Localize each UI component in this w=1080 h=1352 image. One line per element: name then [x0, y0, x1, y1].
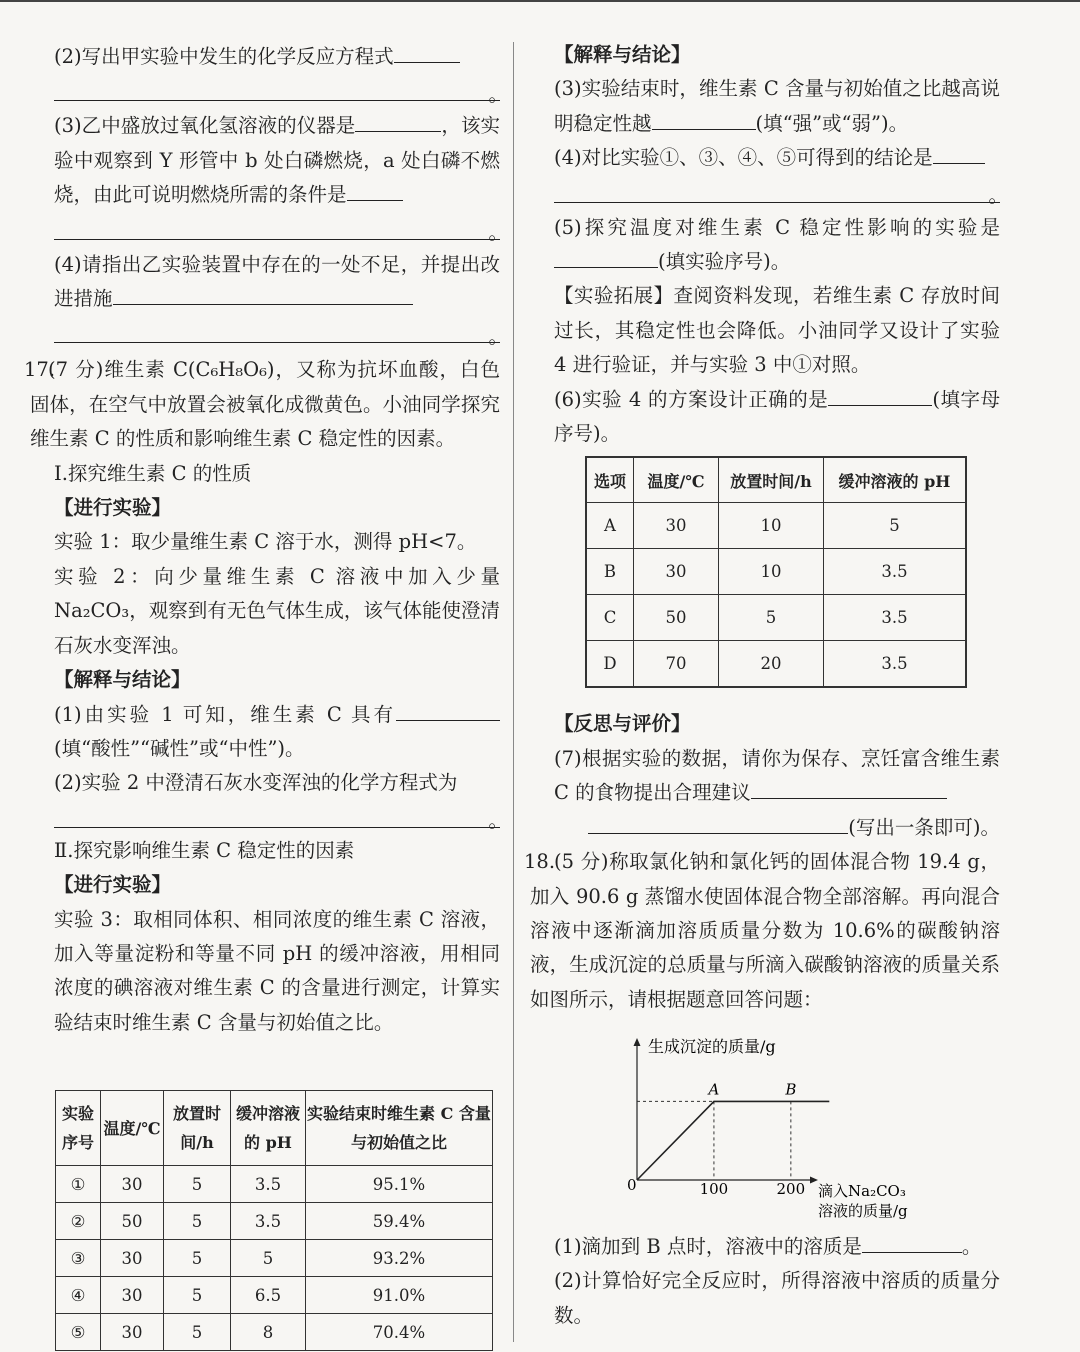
q17-1	[30, 698, 500, 767]
section-experiment: 【进行实验】	[54, 496, 172, 520]
q16-3-text-b: ，该实验中观察到 Y 形管中 b 处白磷燃烧，a 处白磷不燃烧，由此可说明燃烧所需的条件是	[54, 114, 500, 207]
table-row	[56, 1203, 493, 1240]
table-cell: 3.5	[824, 595, 967, 641]
q17-4	[530, 141, 1000, 175]
answer-line[interactable]	[54, 801, 508, 833]
q16-3-text-a: (3)乙中盛放过氧化氢溶液的仪器是	[54, 114, 356, 138]
q17-3	[530, 72, 1000, 141]
answer-blank[interactable]	[394, 40, 460, 63]
q18-2: (2)计算恰好完全反应时，所得溶液中溶质的质量分数。	[554, 1269, 1000, 1327]
table-cell: 3.5	[231, 1166, 306, 1203]
q18-1	[530, 1230, 1000, 1264]
table-header-row	[586, 457, 966, 503]
exp2: 实验 2：向少量维生素 C 溶液中加入少量 Na₂CO₃，观察到有无色气体生成，该气体能使澄清石灰水变浑浊。	[54, 564, 500, 657]
table-header-row	[56, 1091, 493, 1166]
table-row	[586, 549, 966, 595]
table-cell: B	[586, 549, 634, 595]
q16-2-text: (2)写出甲实验中发生的化学反应方程式	[54, 45, 394, 68]
q18-parts	[530, 1230, 1000, 1333]
table-cell: 10	[719, 503, 824, 549]
answer-blank[interactable]	[828, 383, 932, 406]
q18-intro-text: (5 分)称取氯化钠和氯化钙的固体混合物 19.4 g，加入 90.6 g 蒸馏水使固体混合物全部溶解。再向混合溶液中逐渐滴加溶质质量分数为 10.6%的碳酸钠溶液，生成沉淀的总质量与所滴入碳酸钠溶液的质量关系如图所示，请根据题意回答问题：	[530, 850, 1000, 1011]
answer-blank[interactable]	[355, 109, 441, 132]
period: 。	[488, 325, 508, 349]
q17-7-text-b: (写出一条即可)。	[848, 815, 1000, 839]
top-rule	[0, 0, 1080, 2]
table-cell: 50	[634, 595, 719, 641]
q17-6-text-a: (6)实验 4 的方案设计正确的是	[554, 387, 829, 411]
table-row	[56, 1277, 493, 1314]
section-reflect: 【反思与评价】	[554, 712, 691, 736]
table-cell: 5	[824, 503, 967, 549]
table-cell: 59.4%	[306, 1203, 493, 1240]
table-cell: 6.5	[231, 1277, 306, 1314]
table-cell: 30	[101, 1240, 164, 1277]
table-cell: 20	[719, 641, 824, 688]
table-cell: 5	[164, 1166, 231, 1203]
table-cell: 70.4%	[306, 1314, 493, 1351]
x-axis-label-line2: 溶液的质量/g	[818, 1202, 908, 1220]
table-row	[586, 641, 966, 688]
y-axis-label: 生成沉淀的质量/g	[648, 1037, 776, 1056]
table-header-cell: 温度/℃	[101, 1091, 164, 1166]
answer-blank[interactable]	[751, 776, 947, 799]
table-cell: 70	[634, 641, 719, 688]
table-cell: 95.1%	[306, 1166, 493, 1203]
answer-blank[interactable]	[588, 811, 848, 834]
table-row	[56, 1314, 493, 1351]
period: 。	[988, 184, 1008, 208]
table-header-cell: 缓冲溶液的 pH	[824, 457, 967, 503]
q17-6-text-b: (填字母序号)。	[554, 387, 1001, 446]
column-divider	[513, 42, 514, 1342]
question-number: 17.	[24, 358, 56, 382]
table-header-cell: 实验结束时维生素 C 含量与初始值之比	[306, 1091, 493, 1166]
x-axis-arrow	[810, 1177, 818, 1184]
q18-intro	[524, 845, 1000, 1017]
q17-1-text-b: (填“酸性”“碱性”或“中性”)。	[54, 736, 305, 760]
table-cell: 5	[231, 1240, 306, 1277]
table-cell: 30	[101, 1277, 164, 1314]
table-row	[586, 503, 966, 549]
table-cell: 5	[164, 1277, 231, 1314]
q17-intro-text: (7 分)维生素 C(C₆H₈O₆)，又称为抗坏血酸，白色固体，在空气中放置会被氧化成微黄色。小油同学探究维生素 C 的性质和影响维生素 C 稳定性的因素。	[30, 358, 500, 451]
q18-1-text: (1)滴加到 B 点时，溶液中的溶质是	[554, 1235, 862, 1258]
series-line	[637, 1101, 829, 1180]
answer-blank[interactable]	[347, 178, 403, 201]
q17-3-text-a: (3)实验结束时，维生素 C 含量与初始值之比越高说明稳定性越	[554, 77, 1000, 135]
table-row	[586, 595, 966, 641]
table-cell: 5	[719, 595, 824, 641]
table-cell: 5	[164, 1314, 231, 1351]
q17-5-text-a: (5)探究温度对维生素 C 稳定性影响的实验是	[554, 215, 1000, 239]
question-number: 18.	[524, 850, 556, 874]
x-tick-label: 200	[776, 1180, 806, 1198]
table-cell: 10	[719, 549, 824, 595]
x-axis-label-line1: 滴入Na₂CO₃	[818, 1182, 906, 1200]
left-column	[24, 40, 508, 1040]
table-cell: 93.2%	[306, 1240, 493, 1277]
table-header-cell: 放置时间/h	[164, 1091, 231, 1166]
period: 。	[961, 1235, 982, 1258]
table-cell: A	[586, 503, 634, 549]
q16-2	[30, 40, 500, 74]
period: 。	[488, 221, 508, 245]
answer-blank[interactable]	[113, 282, 413, 305]
table-cell: ②	[56, 1203, 101, 1240]
table-cell: 91.0%	[306, 1277, 493, 1314]
answer-line[interactable]	[554, 176, 1008, 208]
y-axis-arrow	[634, 1038, 641, 1046]
table-cell: 30	[101, 1166, 164, 1203]
q17-5	[530, 211, 1000, 280]
table-cell: 30	[634, 549, 719, 595]
table-cell: 30	[101, 1314, 164, 1351]
table-header-cell: 实验序号	[56, 1091, 101, 1166]
period: 。	[488, 83, 508, 106]
answer-blank[interactable]	[652, 107, 756, 130]
exp3: 实验 3：取相同体积、相同浓度的维生素 C 溶液，加入等量淀粉和等量不同 pH 的缓冲溶液，用相同浓度的碘溶液对维生素 C 的含量进行测定，计算实验结束时维生素 C 含量与初始值之比。	[54, 907, 500, 1034]
answer-line[interactable]	[54, 74, 508, 106]
table-cell: 50	[101, 1203, 164, 1240]
table-experiment3	[55, 1090, 493, 1351]
q16-4	[30, 248, 500, 317]
q17-2: (2)实验 2 中澄清石灰水变浑浊的化学方程式为	[54, 771, 458, 795]
table-cell: D	[586, 641, 634, 688]
q17-7-line2	[530, 811, 1000, 845]
table-cell: 30	[634, 503, 719, 549]
section-conclusion: 【解释与结论】	[54, 668, 191, 692]
answer-blank[interactable]	[554, 245, 658, 268]
exp1: 实验 1：取少量维生素 C 溶于水，测得 pH<7。	[54, 530, 477, 554]
table-row	[56, 1240, 493, 1277]
table-cell: 8	[231, 1314, 306, 1351]
answer-blank[interactable]	[933, 141, 985, 164]
part2-title: Ⅱ.探究影响维生素 C 稳定性的因素	[54, 838, 355, 862]
table-cell: 5	[164, 1203, 231, 1240]
table-cell: ①	[56, 1166, 101, 1203]
period: 。	[488, 809, 508, 833]
experiment-expansion: 【实验拓展】查阅资料发现，若维生素 C 存放时间过长，其稳定性也会降低。小油同学又设计了实验 4 进行验证，并与实验 3 中①对照。	[554, 284, 1000, 377]
answer-blank[interactable]	[396, 698, 500, 721]
table-header-cell: 选项	[586, 457, 634, 503]
point-label-a: A	[708, 1080, 720, 1099]
table-cell: 5	[164, 1240, 231, 1277]
q17-4-text: (4)对比实验①、③、④、⑤可得到的结论是	[554, 146, 933, 170]
table-cell: ③	[56, 1240, 101, 1277]
q17-5-text-b: (填实验序号)。	[658, 250, 791, 274]
section-experiment-2: 【进行实验】	[54, 873, 172, 897]
q16-3	[30, 109, 500, 212]
table-header-cell: 温度/℃	[634, 457, 719, 503]
table-cell: 3.5	[824, 641, 967, 688]
q17-7	[530, 742, 1000, 811]
table-experiment4-options	[585, 456, 967, 688]
q17-intro	[24, 353, 500, 456]
q17-3-text-b: (填“强”或“弱”)。	[755, 111, 909, 135]
table-cell: ⑤	[56, 1314, 101, 1351]
q17-7-text: (7)根据实验的数据，请你为保存、烹饪富含维生素 C 的食物提出合理建议	[554, 746, 1000, 805]
table-cell: C	[586, 595, 634, 641]
table-cell: 3.5	[231, 1203, 306, 1240]
answer-blank[interactable]	[862, 1230, 962, 1253]
section-conclusion-2: 【解释与结论】	[554, 43, 691, 66]
table-row	[56, 1166, 493, 1203]
x-tick-label: 100	[699, 1180, 729, 1198]
table-header-cell: 放置时间/h	[719, 457, 824, 503]
point-label-b: B	[785, 1080, 797, 1099]
q16-4-text: (4)请指出乙实验装置中存在的一处不足，并提出改进措施	[54, 252, 500, 311]
part1-title: Ⅰ.探究维生素 C 的性质	[54, 461, 252, 485]
answer-line[interactable]	[54, 316, 508, 349]
table-cell: 3.5	[824, 549, 967, 595]
q17-6	[530, 383, 1000, 452]
precipitate-chart	[600, 1030, 960, 1230]
table-header-cell: 缓冲溶液的 pH	[231, 1091, 306, 1166]
answer-line[interactable]	[54, 213, 508, 245]
q17-1-text-a: (1)由实验 1 可知，维生素 C 具有	[54, 702, 396, 726]
table-cell: ④	[56, 1277, 101, 1314]
origin-label: 0	[627, 1176, 637, 1194]
